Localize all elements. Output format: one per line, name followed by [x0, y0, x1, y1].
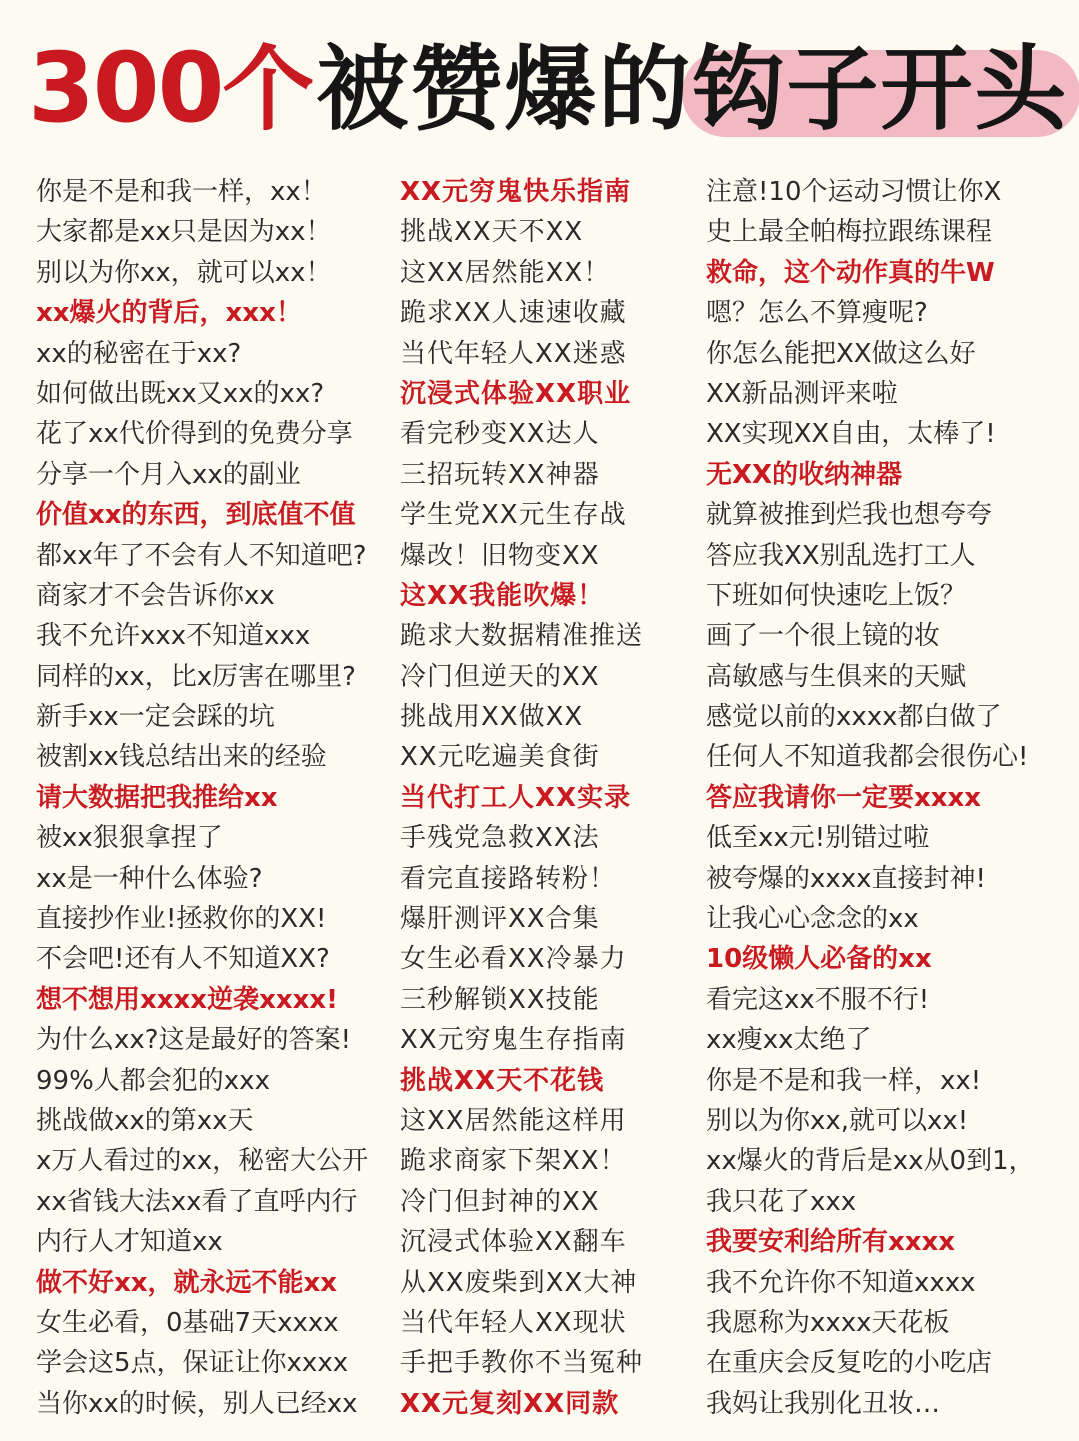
hook-item-highlighted: 救命，这个动作真的牛W	[706, 257, 995, 288]
hook-item: XX新品测评来啦	[706, 378, 898, 409]
hook-item: 三秒解锁XX技能	[400, 984, 600, 1015]
hook-item: xx的秘密在于xx?	[36, 338, 242, 369]
hook-item: 这XX居然能XX！	[400, 257, 611, 288]
hook-item: 冷门但封神的XX	[400, 1186, 600, 1217]
hook-item: 让我心心念念的xx	[706, 904, 919, 935]
hook-item: xx是一种什么体验?	[36, 863, 263, 894]
page-title	[28, 28, 1068, 148]
hook-item: 嗯？怎么不算瘦呢?	[706, 298, 928, 329]
hook-item: 分享一个月入xx的副业	[36, 459, 301, 490]
hook-item-highlighted: 想不想用xxxx逆袭xxxx!	[36, 984, 339, 1015]
hook-item: 直接抄作业!拯救你的XX!	[36, 904, 327, 935]
hook-item: 学生党XX元生存战	[400, 500, 627, 531]
hook-item: 别以为你xx,就可以xx!	[706, 1105, 969, 1136]
hook-item-highlighted: 我要安利给所有xxxx	[706, 1227, 956, 1258]
hook-item: XX元穷鬼生存指南	[400, 1025, 627, 1056]
title-red-part: 个	[222, 36, 317, 143]
hook-item: XX元吃遍美食街	[400, 742, 600, 773]
hook-item-highlighted: 沉浸式体验XX职业	[400, 378, 632, 409]
hook-item: 99%人都会犯的xxx	[36, 1065, 270, 1096]
hook-item: 跪求商家下架XX！	[400, 1146, 627, 1177]
hook-item: 为什么xx?这是最好的答案!	[36, 1025, 351, 1056]
hook-item: 女生必看，0基础7天xxxx	[36, 1307, 339, 1338]
hook-item: 手把手教你不当冤种	[400, 1348, 644, 1379]
hook-item: 跪求大数据精准推送	[400, 621, 644, 652]
hook-item: 看完秒变XX达人	[400, 419, 600, 450]
hook-item: 答应我XX别乱选打工人	[706, 540, 976, 571]
hook-item: 爆改！旧物变XX	[400, 540, 600, 571]
hook-item: xx瘦xx太绝了	[706, 1025, 872, 1056]
hook-item: 这XX居然能这样用	[400, 1105, 627, 1136]
hook-item: 学会这5点，保证让你xxxx	[36, 1348, 349, 1379]
hook-item: 挑战用XX做XX	[400, 702, 584, 733]
hook-item-highlighted: 价值xx的东西，到底值不值	[36, 500, 356, 531]
hook-item-highlighted: 请大数据把我推给xx	[36, 782, 278, 813]
hook-item-highlighted: xx爆火的背后，xxx！	[36, 298, 302, 329]
hook-item: 画了一个很上镜的妆	[706, 621, 941, 652]
hook-item: 被xx狠狠拿捏了	[36, 823, 223, 854]
hook-item: 花了xx代价得到的免费分享	[36, 419, 353, 450]
hook-item: 女生必看XX冷暴力	[400, 944, 627, 975]
hook-item: 被夸爆的xxxx直接封神!	[706, 863, 986, 894]
hook-item: 你怎么能把XX做这么好	[706, 338, 976, 369]
hook-item: xx爆火的背后是xx从0到1，	[706, 1146, 1035, 1177]
hook-item: 挑战XX天不XX	[400, 217, 584, 248]
hook-item: 从XX废柴到XX大神	[400, 1267, 638, 1298]
title-highlight-part: 钩子开头	[692, 36, 1069, 143]
hook-item: 感觉以前的xxxx都白做了	[706, 702, 1002, 733]
hook-item: 你是不是和我一样，xx!	[706, 1065, 982, 1096]
hook-item-highlighted: XX元穷鬼快乐指南	[400, 177, 632, 207]
hook-item: 新手xx一定会踩的坑	[36, 702, 275, 733]
hook-item: 当你xx的时候，别人已经xx	[36, 1388, 358, 1419]
hook-item: xx省钱大法xx看了直呼内行	[36, 1186, 358, 1217]
hook-item-highlighted: 当代打工人XX实录	[400, 782, 632, 813]
hook-item: 你是不是和我一样，xx！	[36, 177, 327, 207]
hook-item: 跪求XX人速速收藏	[400, 298, 627, 329]
hook-item: 商家才不会告诉你xx	[36, 580, 275, 611]
hook-item: 同样的xx，比x厉害在哪里?	[36, 661, 356, 692]
hook-item: 看完这xx不服不行!	[706, 984, 930, 1015]
hook-column-1	[36, 172, 388, 1424]
hook-item: 三招玩转XX神器	[400, 459, 600, 490]
hook-item: 都xx年了不会有人不知道吧?	[36, 540, 367, 571]
hook-item: 高敏感与生俱来的天赋	[706, 661, 967, 692]
hook-item: 被割xx钱总结出来的经验	[36, 742, 327, 773]
hook-item: 当代年轻人XX迷惑	[400, 338, 627, 369]
hook-item: 任何人不知道我都会很伤心!	[706, 742, 1029, 773]
hook-item: 冷门但逆天的XX	[400, 661, 600, 692]
hook-item: 内行人才知道xx	[36, 1227, 223, 1258]
hook-item-highlighted: 答应我请你一定要xxxx	[706, 782, 982, 813]
hook-item-highlighted: 10级懒人必备的xx	[706, 944, 932, 975]
title-black-part: 被赞爆的	[316, 36, 693, 143]
hook-item: 下班如何快速吃上饭？	[706, 580, 967, 611]
hook-item: 我只花了xxx	[706, 1186, 857, 1217]
hook-item-highlighted: 这XX我能吹爆！	[400, 580, 605, 611]
hook-item: XX实现XX自由，太棒了!	[706, 419, 996, 450]
hook-column-2	[400, 172, 690, 1424]
hook-item: 我愿称为xxxx天花板	[706, 1307, 950, 1338]
hook-item: 如何做出既xx又xx的xx?	[36, 378, 325, 409]
hook-item-highlighted: 无XX的收纳神器	[706, 459, 903, 490]
hook-item: 爆肝测评XX合集	[400, 904, 600, 935]
hook-item-highlighted: 挑战XX天不花钱	[400, 1065, 605, 1096]
hook-item: 沉浸式体验XX翻车	[400, 1227, 627, 1258]
hook-item: 我不允许xxx不知道xxx	[36, 621, 311, 652]
hook-item: 我妈让我别化丑妆…	[706, 1388, 941, 1419]
hook-item: 看完直接路转粉！	[400, 863, 617, 894]
hook-item: 手残党急救XX法	[400, 823, 600, 854]
hook-item: 我不允许你不知道xxxx	[706, 1267, 976, 1298]
title-number: 300	[28, 32, 223, 144]
hook-item: 别以为你xx，就可以xx！	[36, 257, 332, 288]
header	[0, 0, 1079, 160]
hook-item: 当代年轻人XX现状	[400, 1307, 627, 1338]
hook-item: x万人看过的xx，秘密大公开	[36, 1146, 369, 1177]
hook-item: 挑战做xx的第xx天	[36, 1105, 254, 1136]
hook-item: 不会吧!还有人不知道XX?	[36, 944, 330, 975]
hook-item: 大家都是xx只是因为xx！	[36, 217, 332, 248]
hook-item: 在重庆会反复吃的小吃店	[706, 1348, 993, 1379]
hook-item-highlighted: 做不好xx，就永远不能xx	[36, 1267, 338, 1298]
hook-column-3	[706, 172, 1071, 1424]
hook-item: 低至xx元!别错过啦	[706, 823, 930, 854]
hook-item: 就算被推到烂我也想夸夸	[706, 500, 993, 531]
hook-item-highlighted: XX元复刻XX同款	[400, 1388, 620, 1419]
hook-item: 史上最全帕梅拉跟练课程	[706, 217, 993, 248]
hook-item: 注意!10个运动习惯让你X	[706, 177, 1002, 207]
